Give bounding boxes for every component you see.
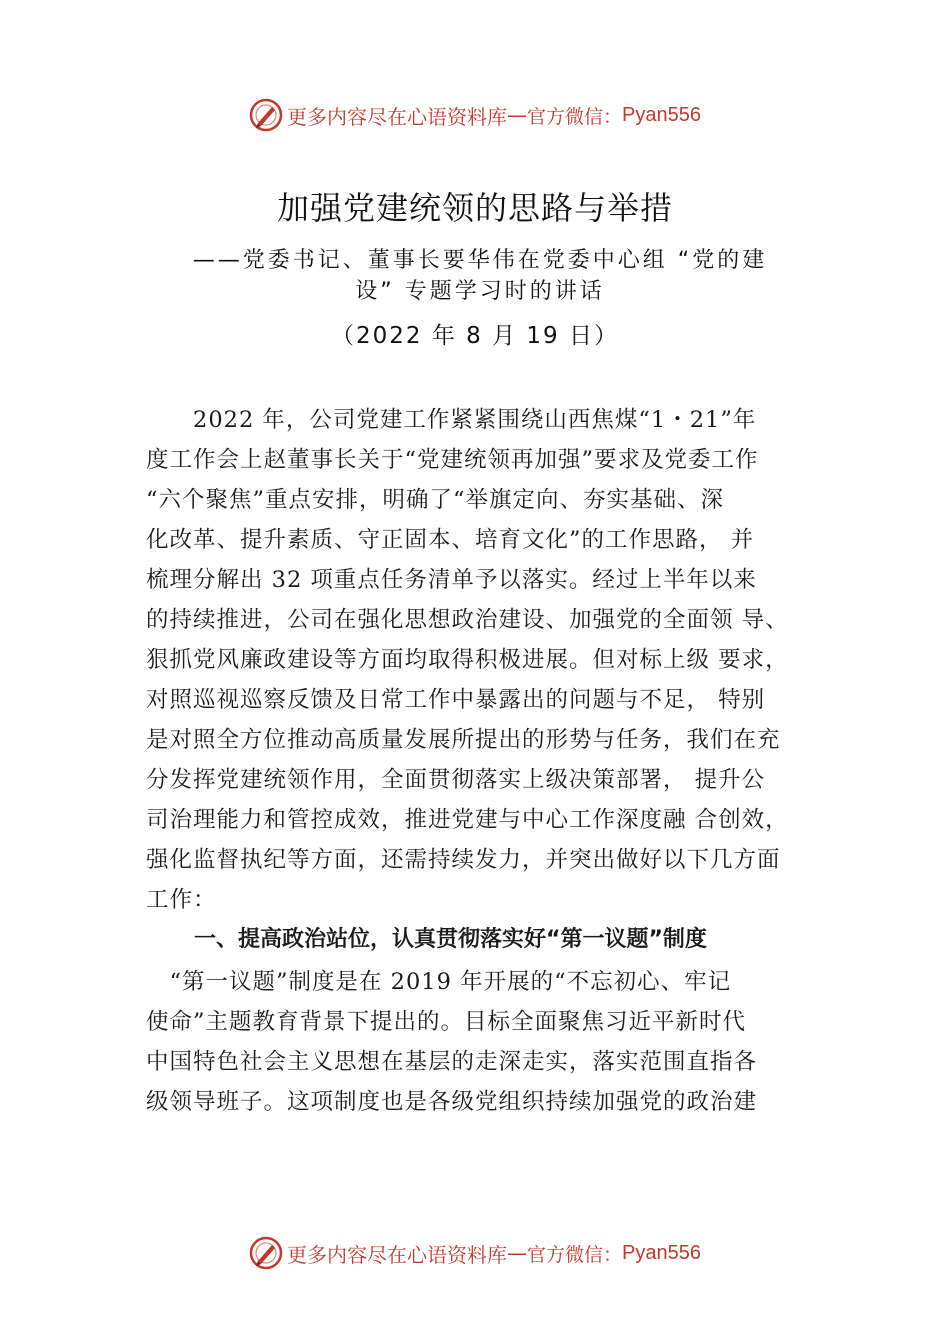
- paragraph-line: 强化监督执纪等方面，还需持续发力，并突出做好以下几方面: [146, 847, 781, 873]
- document-subtitle-line2: 设” 专题学习时的讲话: [355, 279, 605, 304]
- paragraph-line: 工作：: [146, 887, 217, 913]
- watermark-header: [0, 95, 950, 135]
- paragraph-line: 梳理分解出 32 项重点任务清单予以落实。经过上半年以来: [146, 567, 757, 593]
- watermark-wechat-id: Pyan556: [622, 103, 701, 126]
- pen-logo-icon: [249, 98, 283, 132]
- document-title: 加强党建统领的思路与举措: [276, 189, 673, 227]
- paragraph-line: 狠抓党风廉政建设等方面均取得积极进展。但对标上级 要求，: [146, 647, 789, 673]
- watermark-separator: —: [507, 103, 527, 127]
- watermark-label: 官方微信：: [527, 105, 623, 128]
- paragraph-line: 是对照全方位推动高质量发展所提出的形势与任务，我们在充: [146, 727, 781, 753]
- watermark-footer: [0, 1233, 950, 1273]
- section-heading: 一、提高政治站位，认真贯彻落实好“第一议题”制度: [194, 927, 707, 952]
- paragraph-line: 度工作会上赵董事长关于“党建统领再加强”要求及党委工作: [146, 447, 759, 473]
- paragraph-line: 中国特色社会主义思想在基层的走深走实，落实范围直指各: [146, 1049, 758, 1075]
- watermark-separator: —: [507, 1241, 527, 1265]
- paragraph-line: 对照巡视巡察反馈及日常工作中暴露出的问题与不足， 特别: [146, 687, 766, 713]
- document-body: [146, 400, 846, 1130]
- paragraph-line: 化改革、提升素质、守正固本、培育文化”的工作思路， 并: [146, 527, 755, 553]
- watermark-label: 官方微信：: [527, 1243, 623, 1266]
- paragraph-line: 的持续推进，公司在强化思想政治建设、加强党的全面领 导、: [146, 607, 789, 633]
- paragraph-line: “六个聚焦”重点安排，明确了“举旗定向、夯实基础、深: [146, 487, 725, 513]
- paragraph-line: 级领导班子。这项制度也是各级党组织持续加强党的政治建: [146, 1089, 758, 1115]
- document-subtitle-line1: ——党委书记、董事长要华伟在党委中心组 “党的建: [192, 248, 768, 273]
- paragraph-line: 使命”主题教育背景下提出的。目标全面聚焦习近平新时代: [146, 1009, 747, 1035]
- watermark-wechat-id: Pyan556: [622, 1241, 701, 1264]
- paragraph-line: 2022 年，公司党建工作紧紧围绕山西焦煤“1・21”年: [146, 407, 757, 433]
- watermark-brand: 更多内容尽在心语资料库: [287, 104, 507, 129]
- pen-logo-icon: [249, 1236, 283, 1270]
- watermark-brand: 更多内容尽在心语资料库: [287, 1242, 507, 1267]
- paragraph-line: 司治理能力和管控成效，推进党建与中心工作深度融 合创效，: [146, 807, 789, 833]
- paragraph-line: 分发挥党建统领作用，全面贯彻落实上级决策部署， 提升公: [146, 767, 766, 793]
- paragraph-line: “第一议题”制度是在 2019 年开展的“不忘初心、牢记: [146, 969, 732, 995]
- document-date: （2022 年 8 月 19 日）: [331, 323, 619, 349]
